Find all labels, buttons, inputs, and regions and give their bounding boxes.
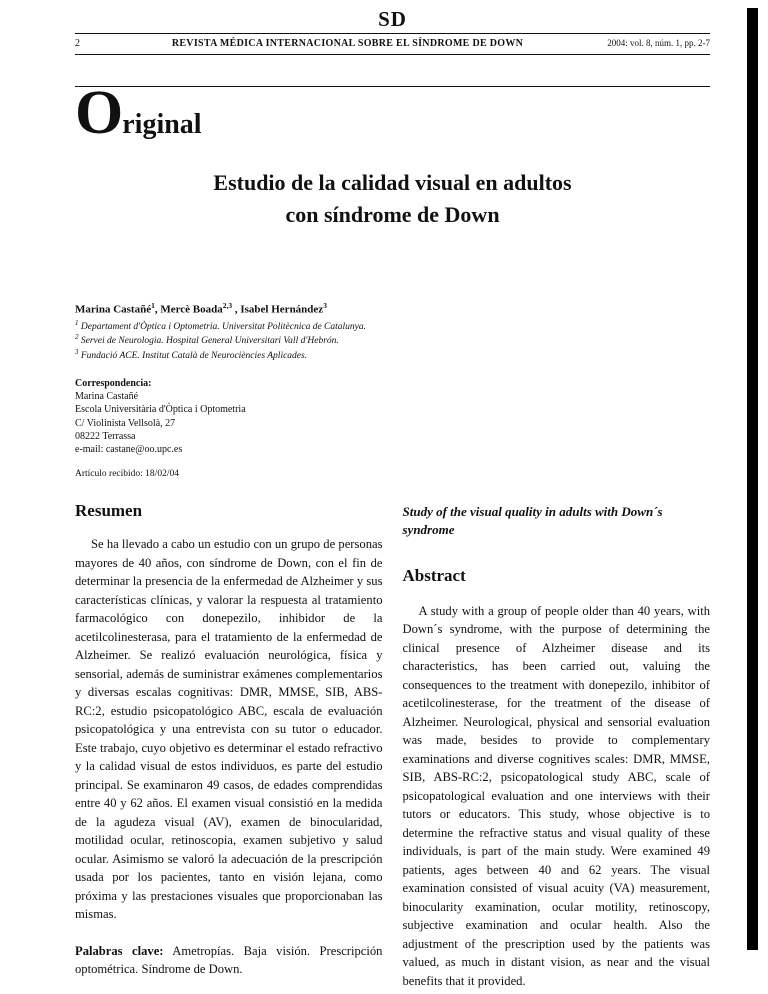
author-3-sup: 3 (323, 300, 327, 310)
affiliation-3-sup: 3 (75, 347, 79, 356)
correspondence-label: Correspondencia: (75, 378, 152, 390)
author-1: Marina Castañé (75, 303, 152, 316)
correspondence-email: e-mail: castane@oo.upc.es (75, 443, 183, 455)
header-rule-bottom (75, 54, 710, 55)
affiliation-2-text: Servei de Neurologia. Hospital General Universitari Vall d'Hebrón. (78, 336, 339, 347)
author-2: Mercè Boada (160, 303, 223, 316)
affiliations (75, 319, 710, 363)
journal-logo: SD (378, 7, 407, 31)
abstract-body: A study with a group of people older than 40 years, with Down´s syndrome, with the purpose of determining the clinical presence of Alzheimer disease and its characteristics, has been carried out, valuing the consequences to the treatment with donepezilo, inhibitor of acetilcolinesterase, for the treatment of the disease of Alzheimer. Neurological, physical and sensorial evaluation was made, besides to provide to complementary examinations and diverse cognitives scales: DMR, MMSE, SIB, ABS-RC:2, psicopatological study ABC, scale of psicopatological evaluation and one interviews with their tutors or educators. This study, whose objective is to determine the refractive status and visual quality of these individuals, is part of the main study. Were examined 49 patients, ages between 40 and 62 years. The visual examination consisted of visual acuity (VA) measurement, binocularity examination, ocular motility, retinoscopy, subjective examination and ocular health. Also the adjustment of the prescription used by the patients was valued, as much in distant vision, as near and the visual benefits that it provided. (402, 603, 710, 988)
authors-separator-1: , (154, 303, 161, 316)
section-label-original (75, 79, 710, 148)
correspondence-block (75, 377, 710, 456)
article-title (75, 167, 710, 231)
article-title-line1: Estudio de la calidad visual en adultos (213, 170, 572, 196)
right-edge-bar (747, 8, 758, 950)
correspondence-institution: Escola Universitària d'Òptica i Optometria (75, 404, 246, 416)
affiliation-3 (75, 348, 710, 363)
abstract-column (403, 501, 711, 990)
affiliation-2 (75, 333, 710, 348)
english-title: Study of the visual quality in adults with Down´s syndrome (402, 504, 663, 538)
author-1-sup: 1 (151, 300, 155, 310)
section-label-rest: riginal (122, 109, 202, 141)
correspondence-name: Marina Castañé (75, 391, 139, 403)
page-content (75, 8, 710, 990)
correspondence-street: C/ Violinista Vellsolà, 27 (75, 417, 176, 429)
journal-header (75, 8, 710, 55)
keywords-text: Ametropías. Baja visión. Prescripción optométrica. Síndrome de Down. (75, 943, 383, 977)
resumen-body: Se ha llevado a cabo un estudio con un grupo de personas mayores de 40 años, con síndrome de Down, con el fin de determinar la presencia de la enfermedad de Alzheimer y sus características clínicas, y valorar la respuesta al tratamiento farmacológico con donepezilo, inhibidor de la acetilcolinesterasa, para el tratamiento de la enfermedad de Alzheimer. Se realizó evaluación neurológica, física y sensorial, además de suministrar exámenes complementarios y diversas escalas cognitivas: DMR, MMSE, SIB, ABS-RC:2, estudio psicopatológico ABC, escala de evaluación psicopatológica y una entrevista con su tutor o educador. Este trabajo, cuyo objetivo es determinar el estado refractivo y la calidad visual de estos individuos, es parte del estudio principal. Se examinaron 49 casos, de edades comprendidas entre 40 y 62 años. El examen visual consistió en la medida de la agudeza visual (AV), examen de binocularidad, motilidad ocular, retinoscopia, examen subjetivo y salud ocular. Asimismo se valoró la adecuación de la prescripción usada por los pacientes, tanto en visión lejana, como próxima y las prestaciones visuales que proporcionaban las mismas. (75, 537, 383, 922)
affiliation-3-text: Fundació ACE. Institut Català de Neurociències Aplicades. (78, 350, 308, 361)
page-number: 2 (75, 38, 80, 50)
issue-info: 2004: vol. 8, núm. 1, pp. 2-7 (607, 38, 710, 49)
resumen-heading: Resumen (75, 501, 143, 521)
article-meta (75, 301, 710, 479)
journal-title: REVISTA MÉDICA INTERNACIONAL SOBRE EL SÍNDROME DE DOWN (171, 38, 524, 50)
affiliation-1 (75, 319, 710, 334)
received-date: Artículo recibido: 18/02/04 (75, 469, 179, 480)
author-3: Isabel Hernández (240, 303, 324, 316)
keywords-label: Palabras clave: (75, 943, 164, 958)
authors-separator-2: , (232, 303, 241, 316)
affiliation-1-sup: 1 (75, 318, 79, 327)
authors-line (75, 301, 710, 316)
affiliation-1-text: Departament d'Òptica i Optometria. Universitat Politècnica de Catalunya. (78, 321, 367, 332)
correspondence-city: 08222 Terrassa (75, 430, 136, 442)
two-column-body (75, 501, 710, 990)
keywords-paragraph (75, 942, 383, 979)
section-label-dropcap: O (75, 79, 123, 148)
abstract-heading: Abstract (402, 565, 466, 585)
author-2-sup: 2,3 (222, 300, 233, 310)
article-title-line2: con síndrome de Down (285, 201, 500, 227)
affiliation-2-sup: 2 (75, 333, 79, 342)
header-row (75, 34, 710, 54)
resumen-column (75, 501, 383, 990)
